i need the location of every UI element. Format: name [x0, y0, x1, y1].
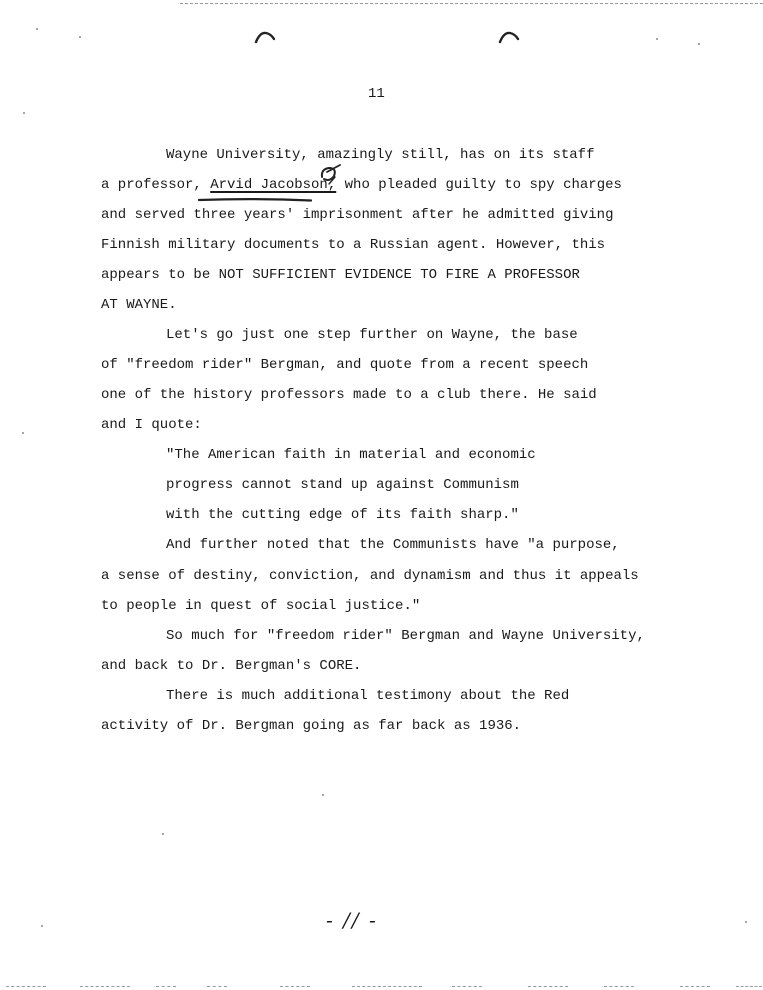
- scan-edge-bottom: [207, 986, 227, 987]
- text-line: Let's go just one step further on Wayne, the base: [166, 327, 578, 343]
- pen-underline-icon: [198, 198, 312, 202]
- scan-speck: [36, 28, 38, 30]
- scan-edge-bottom: [680, 986, 710, 987]
- quote-line: "The American faith in material and economic: [166, 447, 536, 463]
- text-line: There is much additional testimony about the Red: [166, 688, 570, 704]
- text-line: activity of Dr. Bergman going as far back as 1936.: [101, 718, 522, 734]
- scan-speck: [698, 43, 700, 45]
- text-line: one of the history professors made to a club there. He said: [101, 387, 597, 403]
- scan-speck: [22, 432, 24, 434]
- scan-edge-bottom: [736, 986, 762, 987]
- scan-edge-bottom: [280, 986, 310, 987]
- text-segment: a professor,: [101, 177, 211, 193]
- text-line: and back to Dr. Bergman's CORE.: [101, 658, 362, 674]
- text-line: of "freedom rider" Bergman, and quote from a recent speech: [101, 357, 589, 373]
- handwritten-folio: - // -: [326, 908, 378, 932]
- scan-edge-bottom: [452, 986, 482, 987]
- scan-edge-bottom: [352, 986, 422, 987]
- text-line: and I quote:: [101, 417, 202, 433]
- quote-line: progress cannot stand up against Communism: [166, 477, 519, 493]
- scan-edge-bottom: [6, 986, 46, 987]
- underlined-name: Arvid Jacobson,: [210, 177, 337, 193]
- scan-speck: [745, 921, 747, 923]
- text-line: a sense of destiny, conviction, and dynamism and thus it appeals: [101, 568, 639, 584]
- text-line: So much for "freedom rider" Bergman and Wayne University,: [166, 628, 645, 644]
- scan-edge-bottom: [80, 986, 130, 987]
- text-line: And further noted that the Communists have "a purpose,: [166, 537, 620, 553]
- staple-mark-left-icon: [254, 30, 276, 44]
- text-line: [101, 177, 622, 193]
- scan-speck: [656, 38, 658, 40]
- scan-speck: [322, 794, 324, 796]
- handwritten-correction-icon: [318, 163, 344, 185]
- text-segment: who pleaded guilty to spy charges: [336, 177, 622, 193]
- scan-edge-bottom: [528, 986, 568, 987]
- text-line: and served three years' imprisonment after he admitted giving: [101, 207, 614, 223]
- scan-speck: [23, 112, 25, 114]
- text-line: Finnish military documents to a Russian agent. However, this: [101, 237, 606, 253]
- text-line: to people in quest of social justice.": [101, 598, 421, 614]
- scan-speck: [79, 36, 81, 38]
- page-number: 11: [368, 86, 385, 102]
- scan-speck: [162, 833, 164, 835]
- scan-edge-bottom: [604, 986, 634, 987]
- scan-edge-top: [180, 3, 763, 4]
- text-line: Wayne University, amazingly still, has on its staff: [166, 147, 595, 163]
- staple-mark-right-icon: [498, 30, 520, 44]
- scan-speck: [41, 925, 43, 927]
- text-line: AT WAYNE.: [101, 297, 177, 313]
- text-line: appears to be NOT SUFFICIENT EVIDENCE TO FIRE A PROFESSOR: [101, 267, 580, 283]
- quote-line: with the cutting edge of its faith sharp.": [166, 507, 519, 523]
- scan-edge-bottom: [156, 986, 176, 987]
